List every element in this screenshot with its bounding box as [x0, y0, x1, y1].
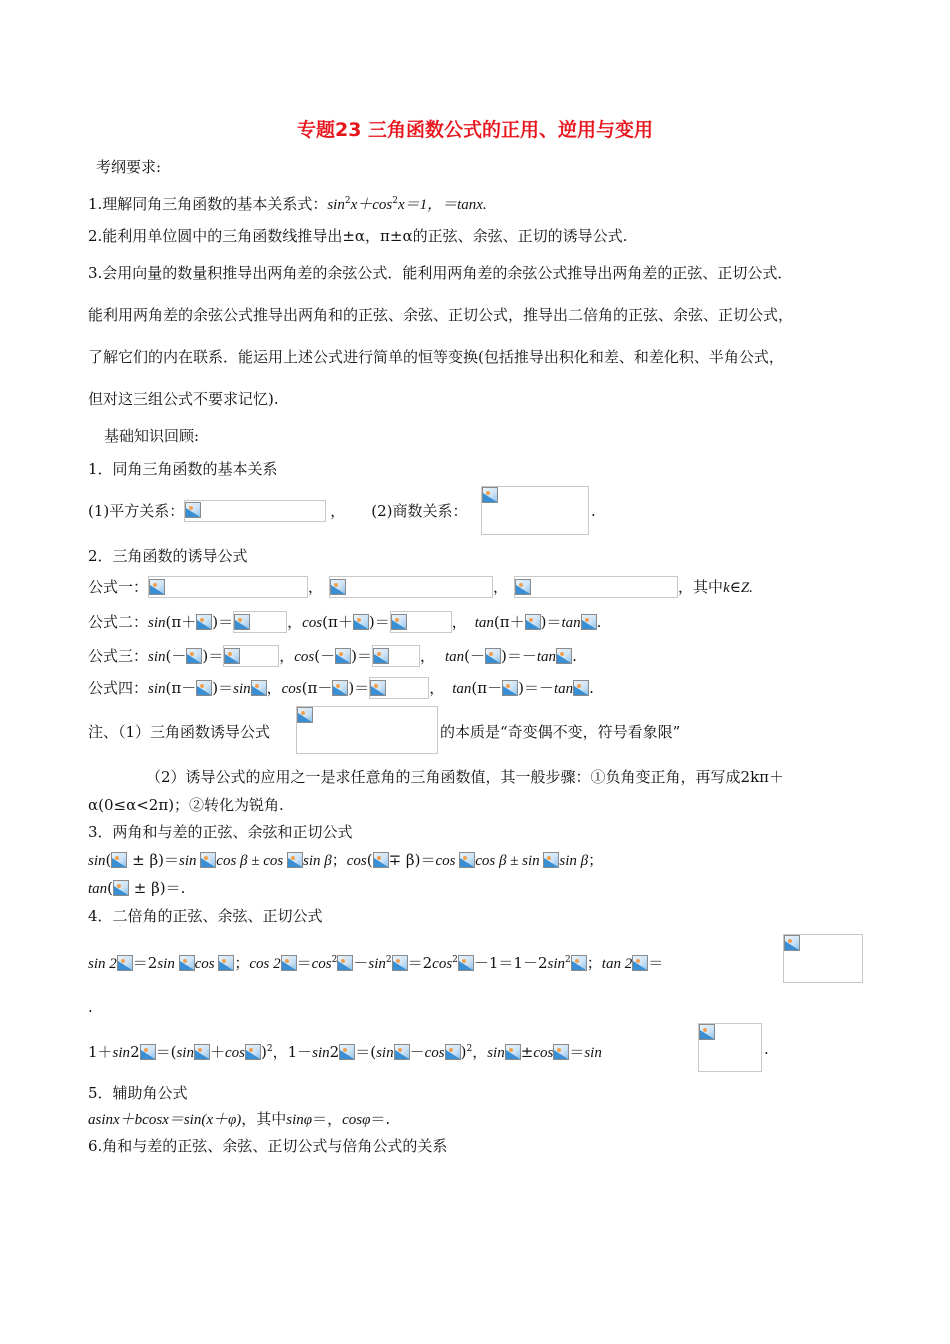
syllabus-heading: 考纲要求:: [96, 158, 162, 176]
formula-box: [329, 576, 493, 598]
formula-one-line: 公式一： ， ， ，其中k∈Z.: [88, 578, 753, 596]
square-identity-line: 1＋sin2 ＝(sin ＋cos )$^2$，1－sin2 ＝(sin －cos )$^2$，sin ±cos ＝sin: [88, 1043, 602, 1061]
broken-image-icon: [515, 579, 531, 595]
broken-image-icon: [556, 648, 572, 664]
formula-box: [184, 500, 326, 522]
req-1: 1.理解同角三角函数的基本关系式：$\sin^2x+\cos^2x=1$，＝tanx.: [88, 195, 487, 213]
formula-box: [233, 611, 287, 633]
broken-image-icon: [353, 614, 369, 630]
broken-image-icon: [392, 955, 408, 971]
broken-image-icon: [330, 579, 346, 595]
broken-image-icon: [218, 955, 234, 971]
broken-image-icon: [194, 1044, 210, 1060]
note-1-tail: 的本质是“奇变偶不变，符号看象限”: [440, 723, 681, 741]
broken-image-icon: [297, 707, 313, 723]
review-heading: 基础知识回顾:: [104, 427, 200, 445]
sum-diff-line2: tan( ± β)＝.: [88, 879, 186, 897]
broken-image-icon: [200, 852, 216, 868]
broken-image-icon: [196, 680, 212, 696]
aux-angle-line: asinx＋bcosx＝sin(x＋φ)，其中sinφ＝，cosφ＝.: [88, 1110, 391, 1128]
note-2-line2: α(0≤α<2π)；②转化为锐角.: [88, 796, 284, 814]
broken-image-icon: [335, 648, 351, 664]
req-3-line1: 3.会用向量的数量积推导出两角差的余弦公式．能利用两角差的余弦公式推导出两角差的正弦、正切公式．: [88, 264, 793, 282]
page-title: 专题23 三角函数公式的正用、逆用与变用: [296, 119, 654, 141]
broken-image-icon: [394, 1044, 410, 1060]
broken-image-icon: [339, 1044, 355, 1060]
broken-image-icon: [185, 502, 201, 518]
section-6-heading: 6.角和与差的正弦、余弦、正切公式与倍角公式的关系: [88, 1137, 448, 1155]
broken-image-icon: [458, 955, 474, 971]
period: .: [591, 502, 596, 520]
broken-image-icon: [553, 1044, 569, 1060]
broken-image-icon: [373, 852, 389, 868]
formula-box: [698, 1023, 762, 1072]
broken-image-icon: [281, 955, 297, 971]
broken-image-icon: [373, 648, 389, 664]
period: .: [88, 998, 93, 1016]
note-2-line1: （2）诱导公式的应用之一是求任意角的三角函数值，其一般步骤：①负角变正角，再写成2kπ＋: [146, 768, 785, 786]
formula-two-line: 公式二：sin(π＋ )＝ ，cos(π＋ )＝ ， tan(π＋ )＝tan .: [88, 613, 602, 631]
formula-box: [369, 677, 429, 699]
broken-image-icon: [111, 852, 127, 868]
req-3-line2: 能利用两角差的余弦公式推导出两角和的正弦、余弦、正切公式，推导出二倍角的正弦、余弦、正切公式，: [88, 306, 794, 324]
req-3-line4: 但对这三组公式不要求记忆).: [88, 390, 279, 408]
broken-image-icon: [140, 1044, 156, 1060]
section-4-heading: 4．二倍角的正弦、余弦、正切公式: [88, 907, 323, 925]
formula-box: [783, 934, 863, 983]
broken-image-icon: [571, 955, 587, 971]
broken-image-icon: [525, 614, 541, 630]
broken-image-icon: [337, 955, 353, 971]
square-relation-line: (1)平方关系： ， (2)商数关系：: [88, 502, 468, 520]
section-1-heading: 1．同角三角函数的基本关系: [88, 460, 278, 478]
broken-image-icon: [251, 680, 267, 696]
formula-four-line: 公式四：sin(π－ )＝sin ，cos(π－ )＝ ， tan(π－ )＝－tan .: [88, 679, 594, 697]
broken-image-icon: [186, 648, 202, 664]
broken-image-icon: [149, 579, 165, 595]
formula-box: [148, 576, 308, 598]
broken-image-icon: [502, 680, 518, 696]
broken-image-icon: [370, 680, 386, 696]
formula-box: [390, 611, 452, 633]
section-3-heading: 3．两角和与差的正弦、余弦和正切公式: [88, 823, 353, 841]
formula-box: [223, 645, 279, 667]
broken-image-icon: [332, 680, 348, 696]
broken-image-icon: [505, 1044, 521, 1060]
formula-box: [514, 576, 678, 598]
broken-image-icon: [543, 852, 559, 868]
formula-box: [481, 486, 589, 535]
broken-image-icon: [632, 955, 648, 971]
broken-image-icon: [784, 935, 800, 951]
period: .: [764, 1040, 769, 1058]
broken-image-icon: [445, 1044, 461, 1060]
section-5-heading: 5．辅助角公式: [88, 1084, 188, 1102]
formula-three-line: 公式三：sin(－ )＝ ，cos(－ )＝ ， tan(－ )＝－tan .: [88, 647, 577, 665]
broken-image-icon: [196, 614, 212, 630]
broken-image-icon: [224, 648, 240, 664]
req-3-line3: 了解它们的内在联系．能运用上述公式进行简单的恒等变换(包括推导出积化和差、和差化积、半角公式，: [88, 348, 784, 366]
broken-image-icon: [245, 1044, 261, 1060]
note-1: 注、（1）三角函数诱导公式: [88, 723, 271, 741]
broken-image-icon: [391, 614, 407, 630]
broken-image-icon: [581, 614, 597, 630]
broken-image-icon: [459, 852, 475, 868]
broken-image-icon: [573, 680, 589, 696]
double-angle-line: sin 2 ＝2sin cos ；$\cos 2 =\cos^2 -\sin^2 =2\cos^2 -1=1-2\sin^2$ ；tan 2 ＝: [88, 954, 664, 972]
section-2-heading: 2．三角函数的诱导公式: [88, 547, 248, 565]
formula-box: [296, 706, 438, 754]
sum-diff-line1: sin( ± β)＝sin cos β ± cos sin β；cos( ∓ β)＝cos cos β ± sin sin β；: [88, 851, 604, 869]
broken-image-icon: [117, 955, 133, 971]
formula-box: [372, 645, 420, 667]
broken-image-icon: [485, 648, 501, 664]
broken-image-icon: [287, 852, 303, 868]
broken-image-icon: [482, 487, 498, 503]
broken-image-icon: [699, 1024, 715, 1040]
broken-image-icon: [113, 880, 129, 896]
broken-image-icon: [179, 955, 195, 971]
req-2: 2.能利用单位圆中的三角函数线推导出±α，π±α的正弦、余弦、正切的诱导公式.: [88, 227, 628, 245]
broken-image-icon: [234, 614, 250, 630]
